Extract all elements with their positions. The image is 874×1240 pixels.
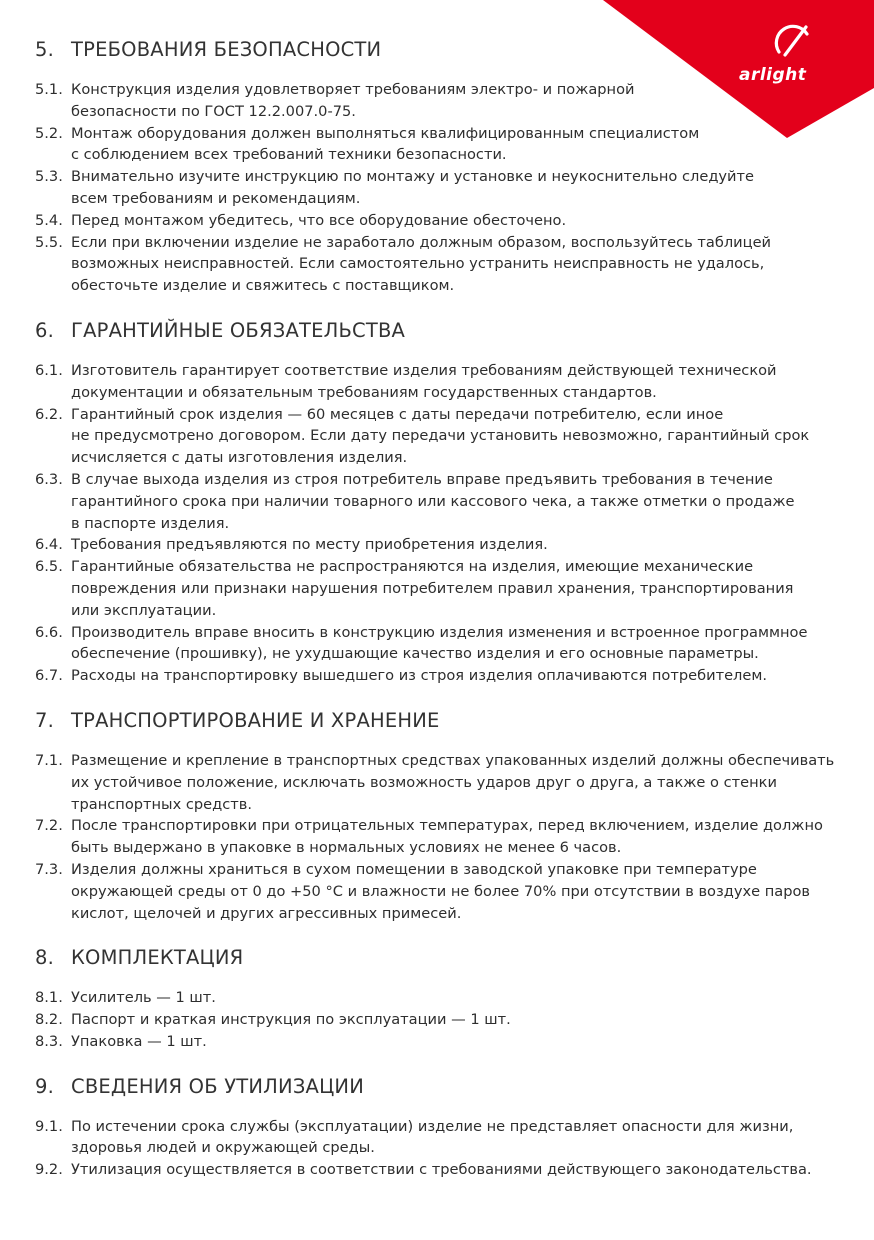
clause-item bbox=[35, 1009, 835, 1031]
clause-item bbox=[35, 123, 835, 167]
clause-number: 5.5. bbox=[35, 233, 63, 251]
document-content bbox=[35, 38, 835, 1203]
clause-number: 6.5. bbox=[35, 558, 63, 576]
clause-item bbox=[35, 859, 835, 924]
clause-number: 5.4. bbox=[35, 211, 63, 229]
clause-number: 6.3. bbox=[35, 470, 63, 488]
section-heading bbox=[35, 946, 835, 970]
clause-item bbox=[35, 404, 835, 469]
clause-text: Расходы на транспортировку вышедшего из строя изделия оплачиваются потребителем. bbox=[71, 667, 768, 685]
clause-number: 7.1. bbox=[35, 751, 63, 769]
clause-number: 8.1. bbox=[35, 989, 63, 1007]
section-heading bbox=[35, 319, 835, 343]
section-number: 9. bbox=[35, 1074, 55, 1098]
section-8 bbox=[35, 946, 835, 1052]
clause-item bbox=[35, 987, 835, 1009]
clause-item bbox=[35, 210, 835, 232]
clause-text: Паспорт и краткая инструкция по эксплуатации — 1 шт. bbox=[71, 1011, 511, 1029]
clause-number: 5.2. bbox=[35, 124, 63, 142]
clause-number: 9.2. bbox=[35, 1161, 63, 1179]
clause-number: 6.7. bbox=[35, 667, 63, 685]
section-title: ТРАНСПОРТИРОВАНИЕ И ХРАНЕНИЕ bbox=[71, 708, 440, 732]
section-title: ТРЕБОВАНИЯ БЕЗОПАСНОСТИ bbox=[71, 38, 382, 61]
section-title: ГАРАНТИЙНЫЕ ОБЯЗАТЕЛЬСТВА bbox=[71, 318, 406, 342]
clause-item bbox=[35, 232, 835, 297]
clause-number: 8.2. bbox=[35, 1011, 63, 1029]
section-title: КОМПЛЕКТАЦИЯ bbox=[71, 946, 244, 970]
clause-number: 9.1. bbox=[35, 1117, 63, 1135]
clause-item bbox=[35, 166, 835, 210]
clause-number: 7.2. bbox=[35, 817, 63, 835]
clause-text: Монтаж оборудования должен выполняться квалифицированным специалистом с соблюдением всех требований техники безопасности. bbox=[71, 124, 700, 164]
section-heading bbox=[35, 1075, 835, 1099]
clause-text: В случае выхода изделия из строя потребитель вправе предъявить требования в течение гарантийного срока при наличии товарного или кассового чека, а также отметки о продаже в паспорте изделия. bbox=[71, 470, 795, 532]
clause-number: 6.2. bbox=[35, 405, 63, 423]
section-number: 7. bbox=[35, 708, 55, 732]
clause-number: 5.3. bbox=[35, 168, 63, 186]
clause-item bbox=[35, 1159, 835, 1181]
section-number: 5. bbox=[35, 38, 55, 61]
clause-text: Гарантийный срок изделия — 60 месяцев с даты передачи потребителю, если иное не предусмотрено договором. Если дату передачи установить невозможно, гарантийный срок исчисляется с даты изготовления изделия. bbox=[71, 405, 810, 467]
clause-item bbox=[35, 665, 835, 687]
clause-item bbox=[35, 534, 835, 556]
clause-item bbox=[35, 815, 835, 859]
clause-text: Внимательно изучите инструкцию по монтажу и установке и неукоснительно следуйте всем требованиям и рекомендациям. bbox=[71, 168, 755, 207]
clause-text: Гарантийные обязательства не распространяются на изделия, имеющие механические повреждения или признаки нарушения потребителем правил хранения, транспортирования или эксплуатации. bbox=[71, 558, 794, 619]
section-9 bbox=[35, 1075, 835, 1181]
clause-item bbox=[35, 622, 835, 666]
section-6 bbox=[35, 319, 835, 687]
clause-item bbox=[35, 556, 835, 621]
clause-text: Размещение и крепление в транспортных средствах упакованных изделий должны обеспечивать их устойчивое положение, исключать возможность ударов друг о друга, а также о стенки транспортных средств. bbox=[71, 751, 835, 813]
clause-item bbox=[35, 750, 835, 815]
clause-number: 7.3. bbox=[35, 860, 63, 878]
clause-text: Требования предъявляются по месту приобретения изделия. bbox=[71, 536, 548, 554]
clause-text: Изготовитель гарантирует соответствие изделия требованиям действующей технической документации и обязательным требованиям государственных стандартов. bbox=[71, 361, 777, 401]
clause-number: 5.1. bbox=[35, 81, 63, 98]
clause-text: Перед монтажом убедитесь, что все оборудование обесточено. bbox=[71, 211, 567, 229]
section-number: 6. bbox=[35, 318, 55, 342]
clause-text: Изделия должны храниться в сухом помещении в заводской упаковке при температуре окружающей среды от 0 до +50 °C и влажности не более 70% при отсутствии в воздухе паров кислот, щелочей и других агрессивных примесей. bbox=[71, 860, 810, 922]
section-5 bbox=[35, 38, 835, 297]
clause-text: Усилитель — 1 шт. bbox=[71, 989, 216, 1007]
clause-number: 6.1. bbox=[35, 361, 63, 379]
clause-number: 6.4. bbox=[35, 536, 63, 554]
clause-text: Конструкция изделия удовлетворяет требованиям электро- и пожарной безопасности по ГОСТ 12.2.007.0-75. bbox=[71, 81, 635, 120]
section-number: 8. bbox=[35, 946, 55, 970]
clause-item bbox=[35, 360, 835, 404]
clause-item bbox=[35, 1031, 835, 1053]
section-title: СВЕДЕНИЯ ОБ УТИЛИЗАЦИИ bbox=[71, 1074, 364, 1098]
section-7 bbox=[35, 709, 835, 924]
clause-text: Производитель вправе вносить в конструкцию изделия изменения и встроенное программное обеспечение (прошивку), не ухудшающие качество изделия и его основные параметры. bbox=[71, 623, 808, 663]
clause-text: Если при включении изделие не заработало должным образом, воспользуйтесь таблицей возможных неисправностей. Если самостоятельно устранить неисправность не удалось, обесточьте изделие и свяжитесь с поставщиком. bbox=[71, 233, 772, 295]
clause-text: После транспортировки при отрицательных температурах, перед включением, изделие должно быть выдержано в упаковке в нормальных условиях не менее 6 часов. bbox=[71, 817, 823, 857]
clause-text: Утилизация осуществляется в соответствии с требованиями действующего законодательства. bbox=[71, 1161, 812, 1179]
clause-item bbox=[35, 469, 835, 534]
arlight-logo-text: arlight bbox=[739, 65, 807, 85]
clause-number: 8.3. bbox=[35, 1032, 63, 1050]
section-heading bbox=[35, 38, 835, 62]
clause-item bbox=[35, 79, 835, 123]
clause-text: По истечении срока службы (эксплуатации) изделие не представляет опасности для жизни, здоровья людей и окружающей среды. bbox=[71, 1117, 794, 1157]
clause-number: 6.6. bbox=[35, 623, 63, 641]
clause-text: Упаковка — 1 шт. bbox=[71, 1032, 207, 1050]
clause-item bbox=[35, 1116, 835, 1160]
section-heading bbox=[35, 709, 835, 733]
